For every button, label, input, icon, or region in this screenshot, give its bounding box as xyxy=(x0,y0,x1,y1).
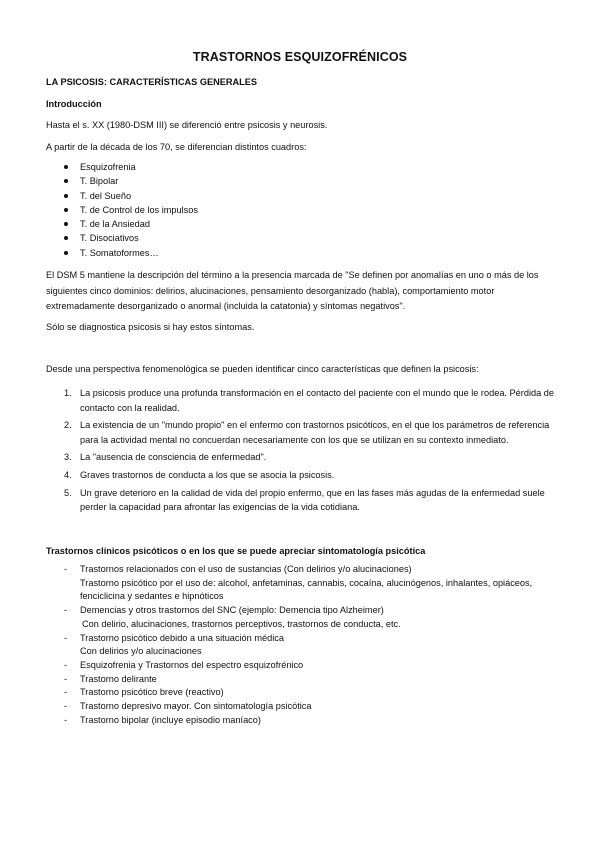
list-item-text: La existencia de un "mundo propio" en el enfermo con trastornos psicóticos, en el que los parámetros de referencia para la actividad mental no concuerdan necesariamente con los que se utilizan en su contexto inmediato. xyxy=(80,420,550,445)
list-item-text: - Trastorno bipolar (incluye episodio maníaco) xyxy=(80,714,261,725)
list-item-number: 1. xyxy=(64,388,72,398)
list-item-text: La psicosis produce una profunda transformación en el contacto del paciente con el mundo que le rodea. Pérdida de contacto con la realidad. xyxy=(80,388,554,413)
list-item-text: Un grave deterioro en la calidad de vida del propio enfermo, que en las fases más agudas de la enfermedad suele perder la capacidad para afrontar las exigencias de la vida cotidiana. xyxy=(80,487,545,513)
intro-paragraph-1: Hasta el s. XX (1980-DSM III) se diferenció entre psicosis y neurosis. xyxy=(46,120,328,130)
list-item xyxy=(46,450,558,465)
clinical-disorders-list xyxy=(46,563,558,727)
list-item: T. de la Ansiedad xyxy=(46,217,558,231)
intro-heading: Introducción xyxy=(46,99,102,109)
dsm5-paragraph: El DSM 5 mantiene la descripción del término a la presencia marcada de "Se definen por anomalías en uno o más de los siguientes cinco dominios: delirios, alucinaciones, pensamiento desorganizado (habla), comportamiento motor extremadamente desorganizado o anormal (incluida la catatonia) y síntomas negativos". xyxy=(46,270,539,311)
list-item-number: 3. xyxy=(64,452,72,463)
list-item xyxy=(46,686,558,700)
list-item xyxy=(46,563,558,604)
list-item-text: - Trastorno psicótico debido a una situación médica xyxy=(80,632,284,643)
disorder-bullet-list xyxy=(46,160,558,260)
phenomenology-intro: Desde una perspectiva fenomenológica se pueden identificar cinco características que definen la psicosis: xyxy=(46,364,479,374)
list-item xyxy=(46,714,558,728)
list-item xyxy=(46,659,558,673)
document-title: TRASTORNOS ESQUIZOFRÉNICOS xyxy=(192,50,408,64)
list-item xyxy=(46,700,558,714)
list-item xyxy=(46,673,558,687)
list-item xyxy=(46,632,558,659)
list-item xyxy=(46,468,558,483)
list-item-text: - Esquizofrenia y Trastornos del espectro esquizofrénico xyxy=(80,659,304,670)
list-item-text: - Trastorno delirante xyxy=(80,673,157,684)
list-item: T. Disociativos xyxy=(46,231,558,245)
list-item-text: - Demencias y otros trastornos del SNC (ejemplo: Demencia tipo Alzheimer) xyxy=(80,605,384,616)
list-item-detail: Con delirios y/o alucinaciones xyxy=(80,646,202,657)
list-item-number: 4. xyxy=(64,469,72,480)
list-item-text: Graves trastornos de conducta a los que se asocia la psicosis. xyxy=(80,469,335,480)
list-item xyxy=(46,418,558,447)
list-item-text: - Trastornos relacionados con el uso de sustancias (Con delirios y/o alucinaciones) xyxy=(80,564,412,574)
list-item: T. de Control de los impulsos xyxy=(46,203,558,217)
list-item: T. Bipolar xyxy=(46,174,558,188)
clinical-heading: Trastornos clínicos psicóticos o en los que se puede apreciar sintomatología psicótica xyxy=(46,546,426,556)
list-item: Esquizofrenia xyxy=(46,160,558,174)
diagnosis-line: Sólo se diagnostica psicosis si hay estos síntomas. xyxy=(46,322,255,332)
section-heading: LA PSICOSIS: CARACTERÍSTICAS GENERALES xyxy=(46,77,257,87)
intro-paragraph-2: A partir de la década de los 70, se diferencian distintos cuadros: xyxy=(46,142,307,152)
list-item-detail: Trastorno psicótico por el uso de: alcohol, anfetaminas, cannabis, cocaína, alucinógenos, inhalantes, opiáceos, fenciclicina y sedantes e hipnóticos xyxy=(80,577,533,602)
list-item-detail: Con delirio, alucinaciones, trastornos perceptivos, trastornos de conducta, etc. xyxy=(82,618,401,629)
list-item-text: - Trastorno depresivo mayor. Con sintomatología psicótica xyxy=(80,701,312,712)
list-item xyxy=(46,604,558,631)
list-item: T. del Sueño xyxy=(46,189,558,203)
list-item-number: 5. xyxy=(64,487,72,498)
list-item xyxy=(46,486,558,515)
characteristics-list xyxy=(46,386,558,515)
list-item-number: 2. xyxy=(64,420,72,431)
list-item xyxy=(46,386,558,415)
list-item-text: La "ausencia de consciencia de enfermedad". xyxy=(80,452,267,463)
list-item: T. Somatoformes… xyxy=(46,246,558,260)
list-item-text: - Trastorno psicótico breve (reactivo) xyxy=(80,687,224,698)
